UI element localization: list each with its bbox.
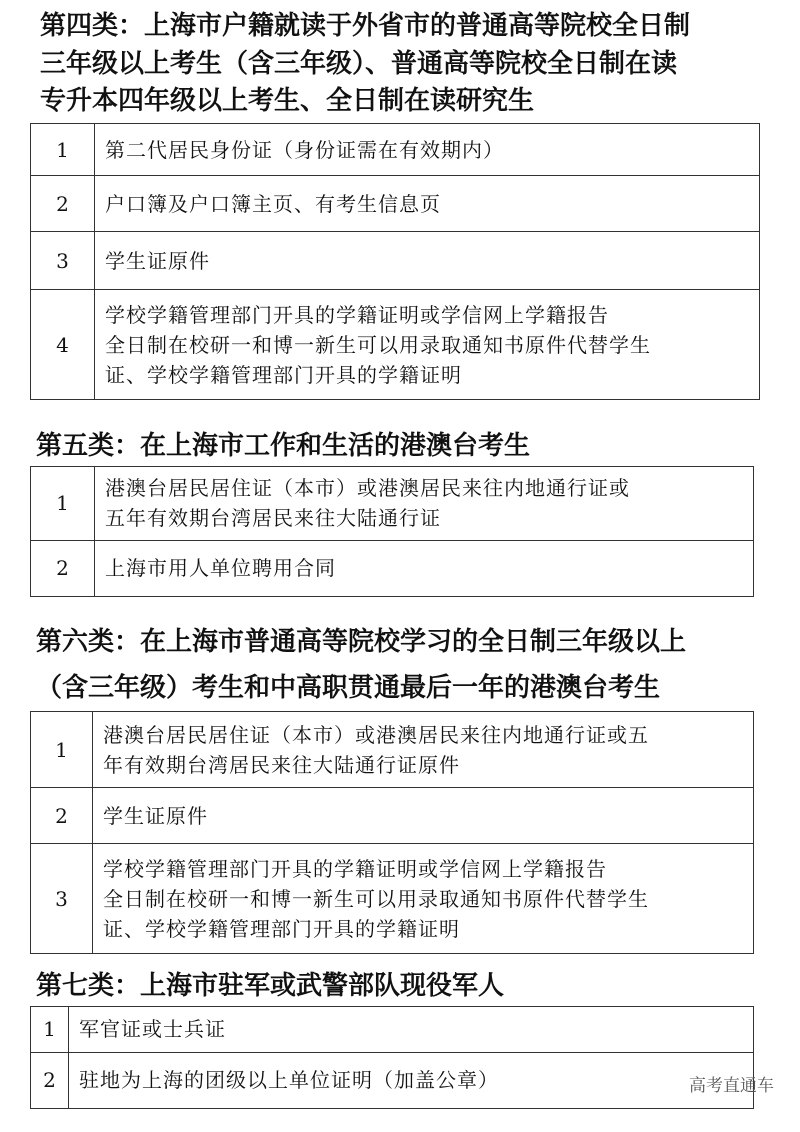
row-number: 2 <box>31 1052 69 1108</box>
table-row <box>31 232 760 290</box>
table-row <box>31 176 760 232</box>
row-text-line: 军官证或士兵证 <box>79 1017 226 1042</box>
section-5-heading <box>36 428 770 466</box>
row-number: 1 <box>31 466 95 540</box>
row-text-line: 证、学校学籍管理部门开具的学籍证明 <box>105 362 462 387</box>
row-text-line: 上海市用人单位聘用合同 <box>105 556 336 581</box>
section-5-table <box>30 466 754 597</box>
section-7-heading <box>36 968 770 1006</box>
row-number: 1 <box>31 124 95 176</box>
row-number: 4 <box>31 290 95 400</box>
row-text-line: 学生证原件 <box>105 248 210 273</box>
section-4-heading-line: 三年级以上考生（含三年级）、普通高等院校全日制在读 <box>40 48 678 79</box>
row-number: 1 <box>31 1006 69 1052</box>
row-number: 2 <box>31 176 95 232</box>
table-row <box>31 844 754 954</box>
section-5 <box>30 428 770 597</box>
row-number: 2 <box>31 540 95 596</box>
row-text-line: 证、学校学籍管理部门开具的学籍证明 <box>103 916 460 941</box>
section-4-heading-line: 专升本四年级以上考生、全日制在读研究生 <box>40 86 535 117</box>
row-text-line: 驻地为上海的团级以上单位证明（加盖公章） <box>79 1068 499 1093</box>
row-text-line: 全日制在校研一和博一新生可以用录取通知书原件代替学生 <box>105 332 651 357</box>
row-text-line: 学生证原件 <box>103 803 208 828</box>
section-6-heading-line: 第六类：在上海市普通高等院校学习的全日制三年级以上 <box>36 627 687 657</box>
section-7-heading-line: 第七类：上海市驻军或武警部队现役军人 <box>36 971 505 1001</box>
row-text-line: 港澳台居民居住证（本市）或港澳居民来往内地通行证或 <box>105 476 630 501</box>
section-4-heading <box>40 8 770 121</box>
row-text-line: 户口簿及户口簿主页、有考生信息页 <box>105 191 441 216</box>
section-5-heading-line: 第五类：在上海市工作和生活的港澳台考生 <box>36 431 531 461</box>
row-text <box>95 290 760 400</box>
row-text-line: 学校学籍管理部门开具的学籍证明或学信网上学籍报告 <box>103 856 607 881</box>
table-row <box>31 290 760 400</box>
table-row <box>31 1052 754 1108</box>
row-text-line: 第二代居民身份证（身份证需在有效期内） <box>105 137 504 162</box>
row-text-line: 全日制在校研一和博一新生可以用录取通知书原件代替学生 <box>103 886 649 911</box>
row-text-line: 年有效期台湾居民来往大陆通行证原件 <box>103 752 460 777</box>
section-6-heading-line: （含三年级）考生和中高职贯通最后一年的港澳台考生 <box>36 672 661 703</box>
row-text <box>69 1052 754 1108</box>
table-row <box>31 788 754 844</box>
row-text <box>93 844 754 954</box>
row-text-line: 港澳台居民居住证（本市）或港澳居民来往内地通行证或五 <box>103 722 649 747</box>
section-4 <box>30 8 770 400</box>
section-4-heading-line: 第四类：上海市户籍就读于外省市的普通高等院校全日制 <box>40 11 691 41</box>
row-text <box>95 540 754 596</box>
watermark-label: 高考直通车 <box>689 1076 774 1096</box>
row-number: 3 <box>31 232 95 290</box>
row-text <box>95 232 760 290</box>
row-text <box>95 466 754 540</box>
row-text <box>93 712 754 788</box>
row-number: 3 <box>31 844 93 954</box>
row-text <box>93 788 754 844</box>
section-6-heading <box>36 620 770 711</box>
row-number: 1 <box>31 712 93 788</box>
row-text-line: 五年有效期台湾居民来往大陆通行证 <box>105 506 441 531</box>
section-7 <box>30 968 770 1109</box>
row-text <box>95 176 760 232</box>
row-text-line: 学校学籍管理部门开具的学籍证明或学信网上学籍报告 <box>105 302 609 327</box>
row-number: 2 <box>31 788 93 844</box>
row-text <box>95 124 760 176</box>
table-row <box>31 124 760 176</box>
table-row <box>31 1006 754 1052</box>
section-7-table <box>30 1006 754 1109</box>
table-row <box>31 466 754 540</box>
section-6 <box>30 620 770 954</box>
row-text <box>69 1006 754 1052</box>
table-row <box>31 712 754 788</box>
section-4-table <box>30 123 760 400</box>
section-6-table <box>30 711 754 954</box>
table-row <box>31 540 754 596</box>
